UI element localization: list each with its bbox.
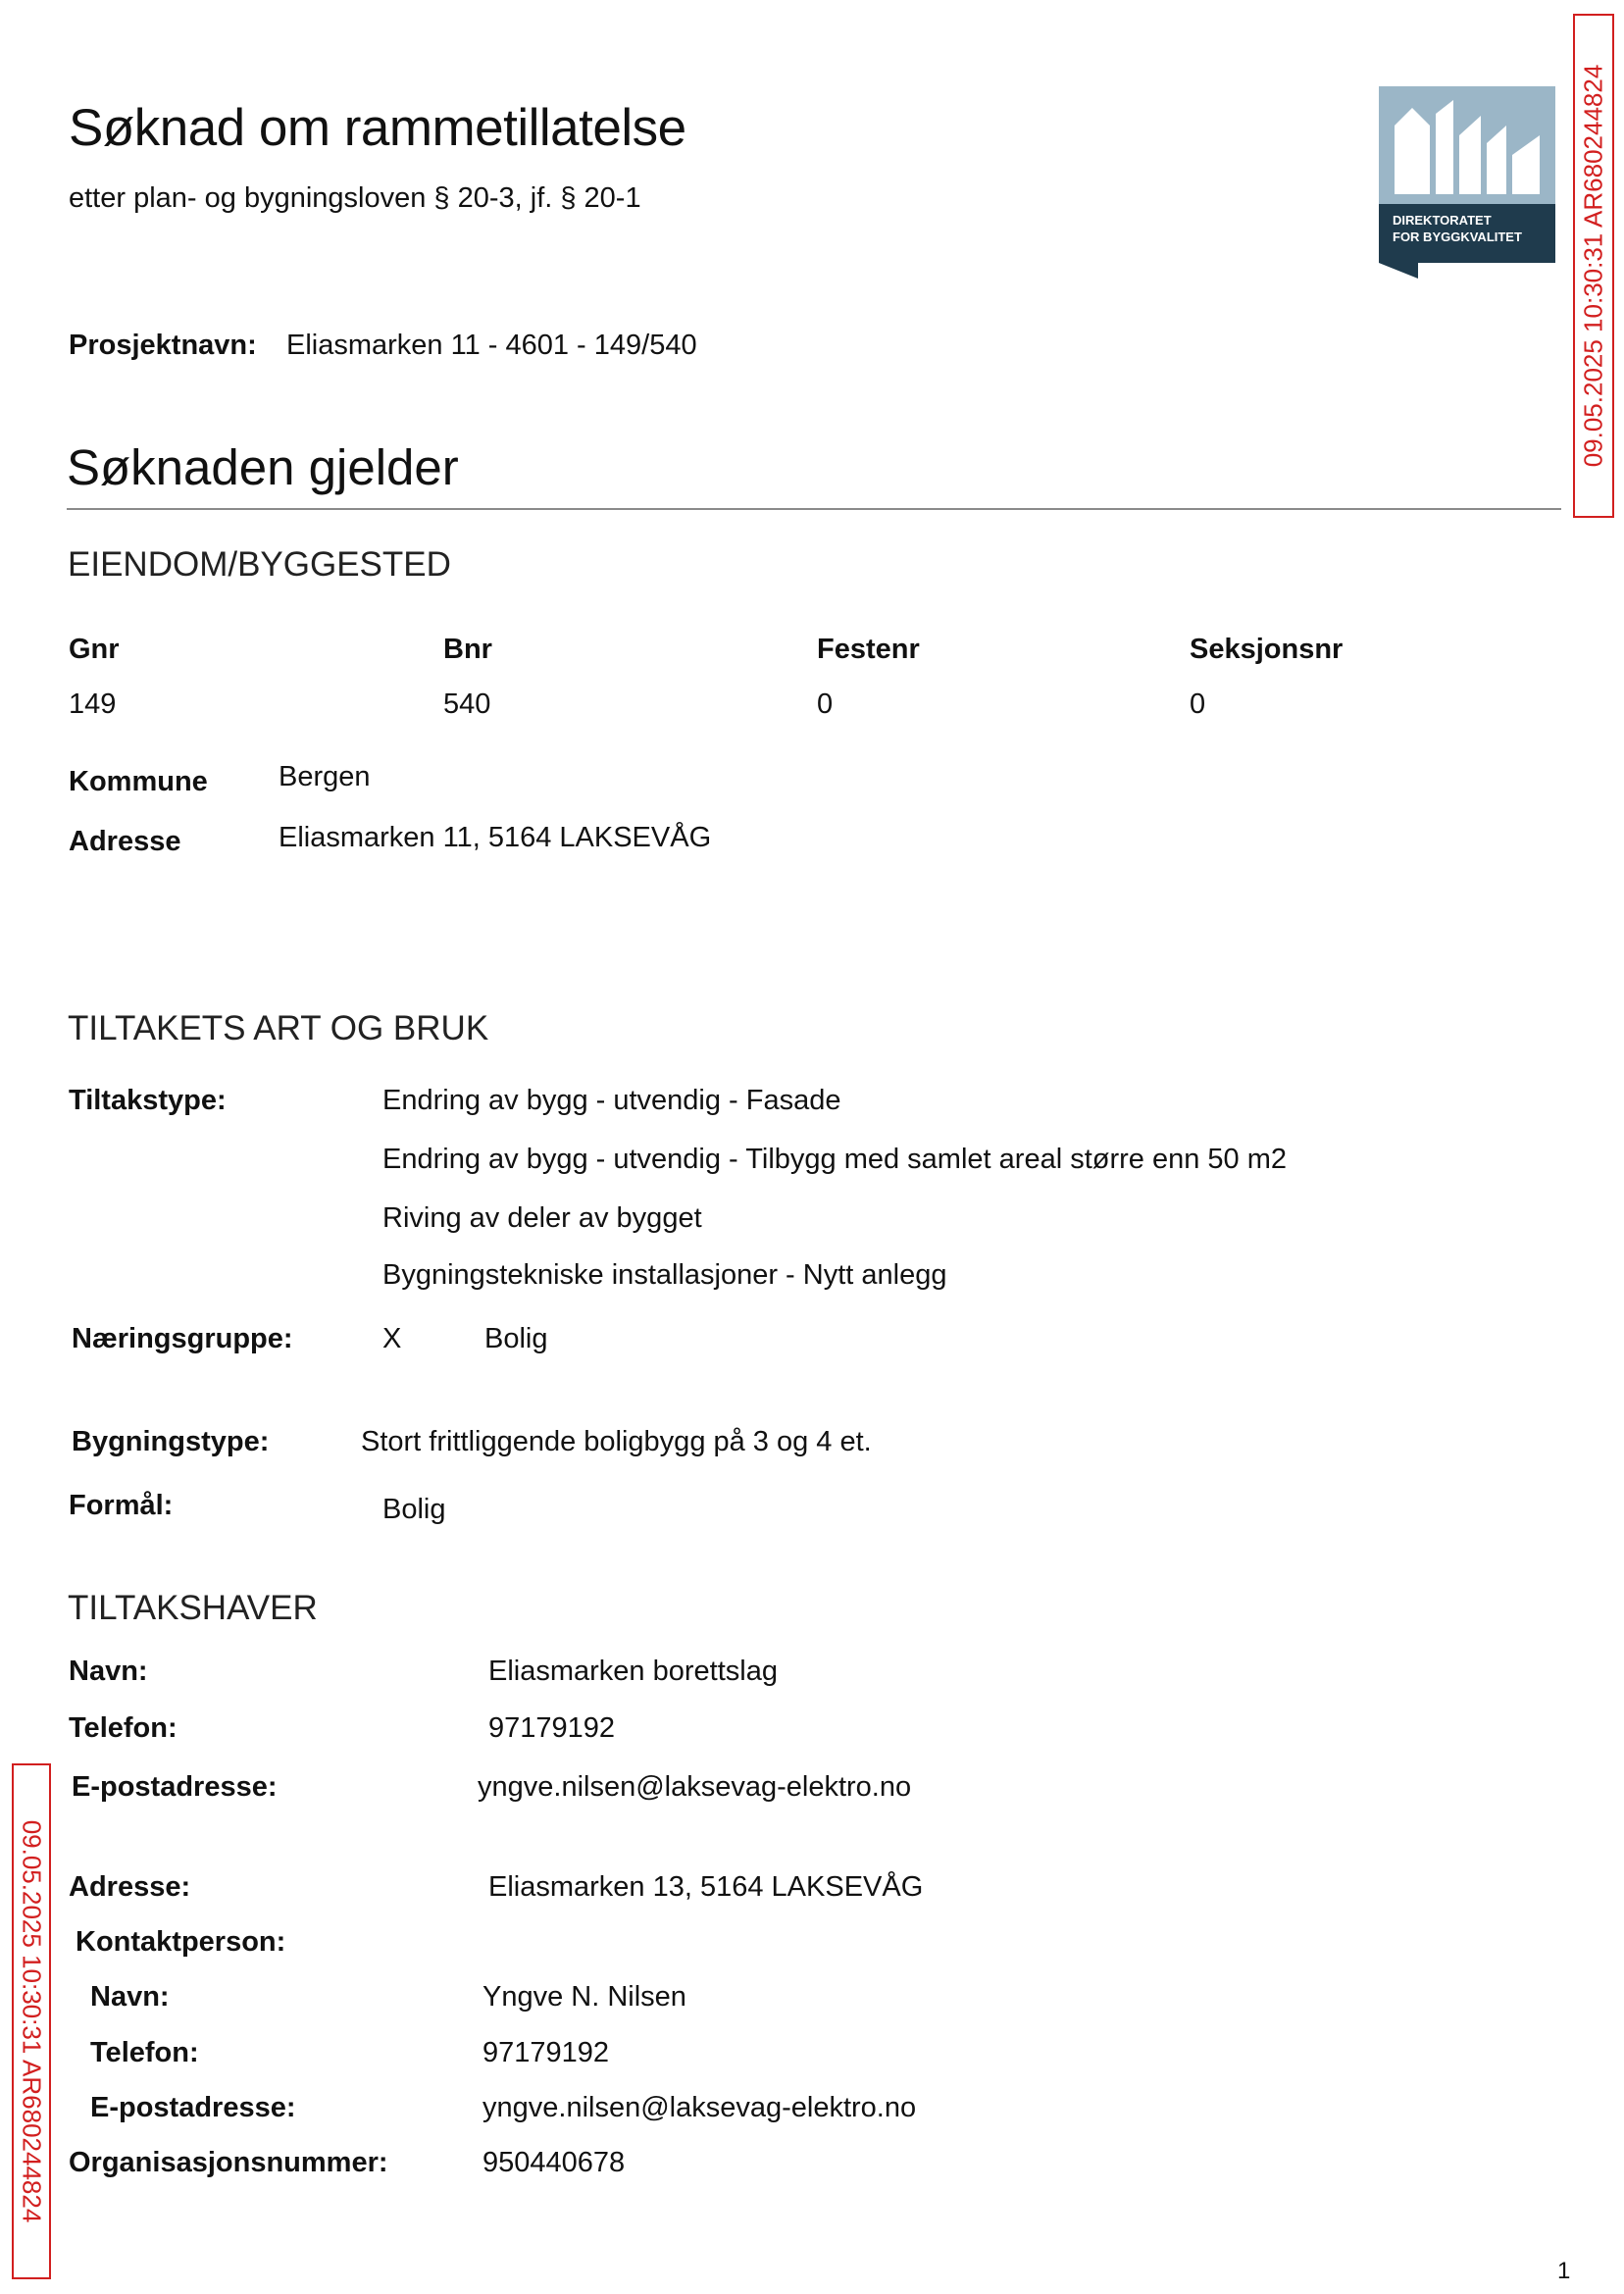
epost-label: E-postadresse:	[72, 1771, 278, 1803]
tiltakstype-item: Bygningstekniske installasjoner - Nytt anlegg	[382, 1259, 947, 1291]
project-label: Prosjektnavn:	[69, 330, 257, 361]
adresse-value: Eliasmarken 13, 5164 LAKSEVÅG	[488, 1871, 924, 1903]
adresse-label: Adresse	[69, 826, 181, 857]
adresse-value: Eliasmarken 11, 5164 LAKSEVÅG	[279, 822, 712, 853]
kontaktperson-label: Kontaktperson:	[76, 1926, 286, 1958]
bnr-value: 540	[443, 688, 491, 720]
naeringsgruppe-value: Bolig	[484, 1323, 548, 1354]
orgnr-value: 950440678	[482, 2147, 626, 2178]
bygningstype-label: Bygningstype:	[72, 1426, 270, 1457]
timestamp-stamp-right	[1573, 14, 1614, 518]
bygningstype-value: Stort frittliggende boligbygg på 3 og 4 et.	[361, 1426, 872, 1457]
kontakt-telefon-value: 97179192	[482, 2037, 610, 2068]
seksjonsnr-value: 0	[1190, 688, 1206, 720]
tiltakstype-label: Tiltakstype:	[69, 1085, 227, 1116]
stamp-text: 09.05.2025 10:30:31 AR680244824	[1578, 64, 1608, 468]
tiltak-heading: TILTAKETS ART OG BRUK	[68, 1009, 489, 1047]
formaal-value: Bolig	[382, 1494, 446, 1525]
project-value: Eliasmarken 11 - 4601 - 149/540	[286, 330, 697, 361]
logo-line2: FOR BYGGKVALITET	[1393, 229, 1522, 244]
document-title: Søknad om rammetillatelse	[69, 99, 686, 157]
section-divider	[67, 508, 1561, 510]
epost-value: yngve.nilsen@laksevag-elektro.no	[478, 1771, 912, 1803]
page-number: 1	[1557, 2258, 1571, 2284]
kontakt-navn-value: Yngve N. Nilsen	[482, 1981, 686, 2013]
section-title: Søknaden gjelder	[67, 439, 459, 495]
naeringsgruppe-code: X	[382, 1323, 402, 1354]
tiltakstype-item: Riving av deler av bygget	[382, 1202, 702, 1234]
kontakt-telefon-label: Telefon:	[90, 2037, 199, 2068]
navn-value: Eliasmarken borettslag	[488, 1656, 778, 1687]
telefon-label: Telefon:	[69, 1712, 178, 1744]
gnr-value: 149	[69, 688, 117, 720]
kommune-value: Bergen	[279, 761, 371, 792]
dibk-logo-graphic	[1379, 86, 1555, 279]
naeringsgruppe-label: Næringsgruppe:	[72, 1323, 293, 1354]
orgnr-label: Organisasjonsnummer:	[69, 2147, 388, 2178]
kontakt-epost-label: E-postadresse:	[90, 2092, 296, 2123]
formaal-label: Formål:	[69, 1490, 174, 1521]
gnr-label: Gnr	[69, 634, 120, 665]
tiltakshaver-heading: TILTAKSHAVER	[68, 1589, 318, 1627]
document-subtitle: etter plan- og bygningsloven § 20-3, jf. § 20-1	[69, 182, 641, 214]
telefon-value: 97179192	[488, 1712, 616, 1744]
navn-label: Navn:	[69, 1656, 148, 1687]
tiltakstype-item: Endring av bygg - utvendig - Fasade	[382, 1085, 841, 1116]
timestamp-stamp-left	[12, 1763, 51, 2279]
festenr-value: 0	[817, 688, 834, 720]
kontakt-epost-value: yngve.nilsen@laksevag-elektro.no	[482, 2092, 917, 2123]
festenr-label: Festenr	[817, 634, 920, 665]
bnr-label: Bnr	[443, 634, 492, 665]
seksjonsnr-label: Seksjonsnr	[1190, 634, 1344, 665]
adresse-label: Adresse:	[69, 1871, 191, 1903]
tiltakstype-item: Endring av bygg - utvendig - Tilbygg med samlet areal større enn 50 m2	[382, 1144, 1288, 1175]
kommune-label: Kommune	[69, 766, 208, 797]
dibk-logo	[1379, 86, 1555, 279]
stamp-text: 09.05.2025 10:30:31 AR680244824	[17, 1819, 47, 2223]
eiendom-heading: EIENDOM/BYGGESTED	[68, 545, 451, 584]
kontakt-navn-label: Navn:	[90, 1981, 170, 2013]
logo-line1: DIREKTORATET	[1393, 213, 1492, 228]
